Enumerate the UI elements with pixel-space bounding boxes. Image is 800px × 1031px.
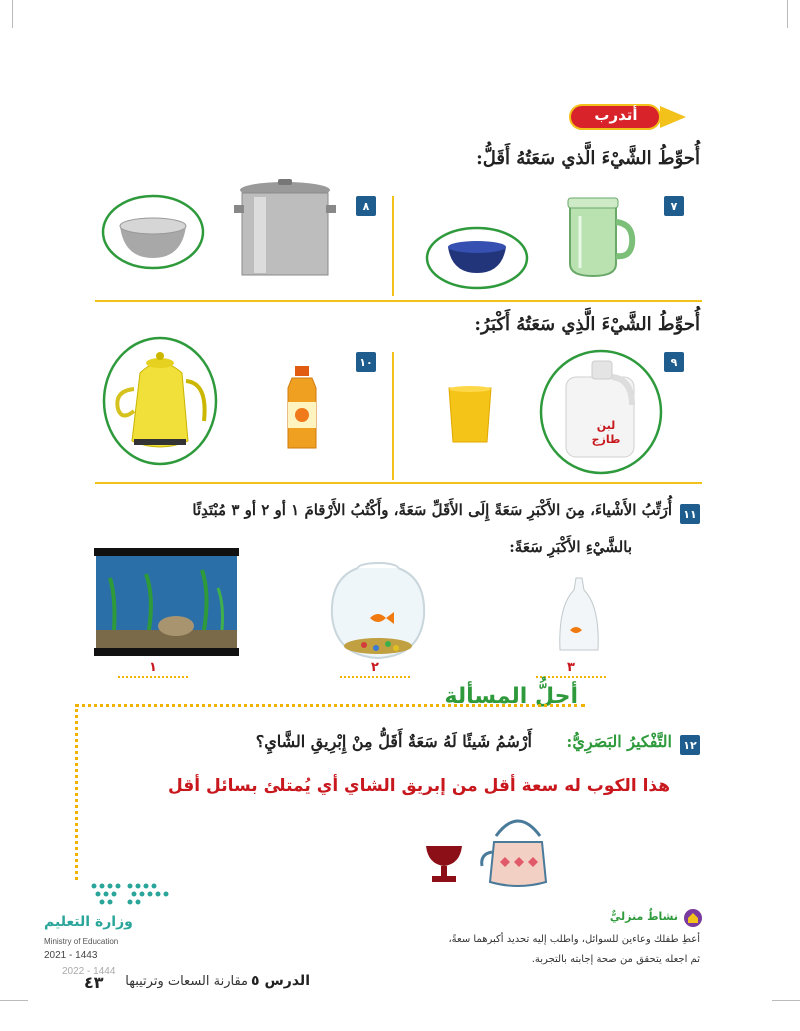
ministry-name-en: Ministry of Education: [44, 937, 119, 946]
page-number: ٤٣: [84, 973, 104, 992]
question-12: أَرْسُمُ شَيئًا لَهُ سَعَةٌ أَقَلُّ مِنْ إِبْرِيقِ الشَّايِ؟: [255, 732, 532, 751]
goldfish-bag[interactable]: [554, 576, 604, 656]
drawn-cup: [422, 842, 466, 886]
divider-horizontal: [95, 300, 702, 302]
home-activity-text-1: أعطِ طفلك وعاءين للسوائل، واطلب إليه تحديد أكبرهما سعةً،: [448, 934, 700, 945]
edition-year: 2021 - 1443: [44, 950, 98, 961]
visual-thinking-label: التَّفْكيرُ البَصَرِيُّ:: [566, 732, 672, 751]
yellow-plastic-cup[interactable]: [445, 384, 495, 446]
steel-bowl[interactable]: [98, 192, 208, 272]
exercise-badge-12: ١٢: [680, 735, 700, 755]
lesson-title: مقارنة السعات وترتيبها: [125, 974, 248, 989]
milk-jug-shape: [536, 347, 666, 477]
answer-line-bowl[interactable]: [340, 676, 410, 678]
ministry-logo-dots: [88, 880, 178, 910]
juice-bottle[interactable]: [282, 364, 322, 454]
edition-year-faded: 2022 - 1444: [62, 966, 116, 977]
glass-jar-mug[interactable]: [560, 192, 640, 282]
exercise-badge-8: ٨: [356, 196, 376, 216]
goldfish-bowl[interactable]: [328, 556, 428, 666]
rank-bowl: ٢: [371, 660, 379, 675]
crop-mark: [0, 1000, 28, 1001]
divider-vertical: [392, 352, 394, 480]
lesson-label: الدرس ٥: [251, 973, 310, 989]
practice-title: أتدرب: [594, 106, 638, 124]
practice-banner: [568, 102, 688, 132]
home-activity-title: نشاطٌ منزليٌّ: [609, 910, 678, 923]
section-dotted-border-left: [75, 704, 78, 880]
crop-mark: [12, 0, 13, 28]
exercise-badge-7: ٧: [664, 196, 684, 216]
home-activity-icon: [683, 908, 703, 928]
blue-bowl[interactable]: [422, 223, 532, 293]
milk-label-line2: طازج: [591, 433, 621, 446]
exercise-badge-10: ١٠: [356, 352, 376, 372]
crop-mark: [772, 1000, 800, 1001]
exercise-badge-9: ٩: [664, 352, 684, 372]
section-dotted-border: [75, 704, 585, 707]
ministry-name-ar: وزارة التعليم: [44, 914, 133, 930]
home-activity-text-2: ثم اجعله يتحقق من صحة إجابته بالتجربة.: [531, 954, 700, 965]
crop-mark: [787, 0, 788, 28]
divider-vertical: [392, 196, 394, 296]
fish-tank[interactable]: [94, 548, 239, 658]
rank-bag: ٣: [567, 660, 575, 675]
problem-solving-title: أحلُّ المسألة: [444, 684, 578, 709]
divider-horizontal: [95, 482, 702, 484]
drawn-teapot: [478, 802, 558, 892]
handwritten-answer[interactable]: هذا الكوب له سعة أقل من إبريق الشاي أي يُمتلئ بسائل أقل: [167, 776, 670, 796]
yellow-teapot[interactable]: [100, 333, 220, 468]
rank-tank: ١: [149, 660, 157, 675]
question-11-line1: أُرَتِّبُ الأَشْياءَ، مِنَ الأَكْبَرِ سَعَةً إِلَى الأَقَلِّ سَعَةً، وأَكْتُبُ الأَرْقامَ ١ أو ٢ أو ٣ مُبْتَدِئًا: [192, 501, 672, 519]
question-more-capacity: أُحوِّطُ الشَّيْءَ الَّذِي سَعَتُهُ أَكْبَرُ:: [474, 314, 700, 335]
answer-line-bag[interactable]: [536, 676, 606, 678]
milk-label-line1: لبن: [596, 419, 616, 432]
answer-line-tank[interactable]: [118, 676, 188, 678]
question-less-capacity: أُحوِّطُ الشَّيْءَ الَّذي سَعَتُهُ أَقَلُّ:: [476, 148, 700, 169]
metal-stock-pot[interactable]: [230, 175, 340, 285]
milk-jug[interactable]: [536, 347, 666, 477]
question-11-line2: بالشَّيْءِ الأَكْبَرِ سَعَةً:: [509, 538, 632, 556]
exercise-badge-11: ١١: [680, 504, 700, 524]
